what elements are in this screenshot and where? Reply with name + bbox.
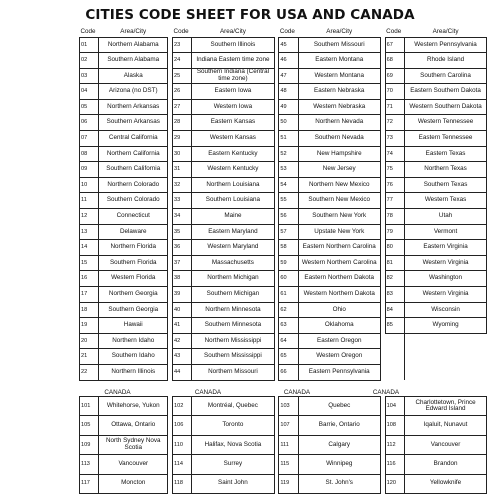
table-row	[80, 115, 492, 131]
city-name: Maine	[192, 209, 274, 225]
city-name: Massachusetts	[192, 255, 274, 271]
city-name: Northern Missouri	[192, 364, 274, 380]
city-code: 109	[80, 435, 99, 454]
city-name: New Jersey	[298, 162, 380, 178]
city-code: 29	[173, 131, 192, 147]
city-code: 05	[80, 99, 99, 115]
canada-header-3: CANADA	[283, 389, 311, 396]
city-name: Western Iowa	[192, 99, 274, 115]
city-name: Western Pennsylvania	[404, 37, 486, 53]
canada-header-1: CANADA	[104, 389, 131, 396]
city-code: 32	[173, 177, 192, 193]
city-name: Northern Arkansas	[99, 99, 168, 115]
city-code: 80	[385, 240, 404, 256]
city-code: 67	[385, 37, 404, 53]
city-name: Northern Colorado	[99, 177, 168, 193]
city-name: Southern Alabama	[99, 53, 168, 69]
city-name: Washington	[404, 271, 486, 287]
city-name: Northern Minnesota	[192, 302, 274, 318]
city-code: 120	[385, 474, 404, 493]
city-name: Southern Georgia	[99, 302, 168, 318]
table-row	[80, 271, 492, 287]
area-city-header: Area/City	[326, 28, 353, 35]
table-row	[80, 255, 492, 271]
city-code: 42	[173, 333, 192, 349]
city-code: 60	[279, 271, 298, 287]
city-name: Toronto	[192, 416, 274, 435]
city-name: Surrey	[192, 455, 274, 474]
table-row	[80, 240, 492, 256]
table-row	[80, 193, 492, 209]
city-code: 106	[173, 416, 192, 435]
table-row	[80, 287, 492, 303]
city-name: Eastern Pennsylvania	[298, 364, 380, 380]
city-code: 70	[385, 84, 404, 100]
city-name: Northern Alabama	[99, 37, 168, 53]
city-code: 65	[279, 349, 298, 365]
city-name: Western Texas	[404, 193, 486, 209]
city-name: Vermont	[404, 224, 486, 240]
city-code: 57	[279, 224, 298, 240]
city-name: Saint John	[192, 474, 274, 493]
city-code: 69	[385, 68, 404, 84]
city-code: 115	[279, 455, 298, 474]
city-code: 11	[80, 193, 99, 209]
table-row	[80, 349, 492, 365]
city-code: 71	[385, 99, 404, 115]
city-code: 82	[385, 271, 404, 287]
city-code: 17	[80, 287, 99, 303]
city-name: Western Northern Dakota	[298, 287, 380, 303]
city-code: 53	[279, 162, 298, 178]
city-code: 74	[385, 146, 404, 162]
city-code: 22	[80, 364, 99, 380]
city-name: Western Tennessee	[404, 115, 486, 131]
table-row	[80, 224, 492, 240]
city-name: Wisconsin	[404, 302, 486, 318]
city-code: 73	[385, 131, 404, 147]
city-name: Southern Texas	[404, 177, 486, 193]
city-code: 33	[173, 193, 192, 209]
city-name: Northern Louisiana	[192, 177, 274, 193]
city-code: 107	[279, 416, 298, 435]
city-code: 35	[173, 224, 192, 240]
area-city-header: Area/City	[432, 28, 459, 35]
city-name: Quebec	[298, 397, 380, 416]
table-row	[80, 209, 492, 225]
city-name: New Hampshire	[298, 146, 380, 162]
city-code: 14	[80, 240, 99, 256]
table-row	[80, 435, 492, 454]
city-code: 19	[80, 318, 99, 334]
city-code: 59	[279, 255, 298, 271]
city-code: 79	[385, 224, 404, 240]
city-name: Moncton	[99, 474, 168, 493]
city-name: Ottawa, Ontario	[99, 416, 168, 435]
city-name: Vancouver	[404, 435, 486, 454]
city-name: Southern Colorado	[99, 193, 168, 209]
city-code: 119	[279, 474, 298, 493]
city-name: Alaska	[99, 68, 168, 84]
city-name: Utah	[404, 209, 486, 225]
table-row	[80, 302, 492, 318]
city-code: 118	[173, 474, 192, 493]
city-name: Eastern Kentucky	[192, 146, 274, 162]
city-name: Charlottetown, Prince Edward Island	[404, 397, 486, 416]
code-header: Code	[386, 28, 402, 35]
usa-code-table	[79, 28, 492, 381]
city-code: 02	[80, 53, 99, 69]
city-code: 04	[80, 84, 99, 100]
city-code: 66	[279, 364, 298, 380]
city-name: Eastern Nebraska	[298, 84, 380, 100]
city-code: 37	[173, 255, 192, 271]
city-name: Delaware	[99, 224, 168, 240]
city-name: Southern New York	[298, 209, 380, 225]
city-code: 55	[279, 193, 298, 209]
city-name: Eastern Tennessee	[404, 131, 486, 147]
city-code: 52	[279, 146, 298, 162]
canada-header-2: CANADA	[194, 389, 222, 396]
city-code: 28	[173, 115, 192, 131]
city-name: Arizona (no DST)	[99, 84, 168, 100]
city-code: 110	[173, 435, 192, 454]
city-code: 49	[279, 99, 298, 115]
city-name: Connecticut	[99, 209, 168, 225]
city-code: 41	[173, 318, 192, 334]
city-name: Southern Mississippi	[192, 349, 274, 365]
city-name: Brandon	[404, 455, 486, 474]
city-code: 34	[173, 209, 192, 225]
city-code	[385, 333, 404, 349]
city-code: 61	[279, 287, 298, 303]
city-name: Southern Indiana (Central time zone)	[192, 68, 274, 84]
city-name: Barrie, Ontario	[298, 416, 380, 435]
table-row	[80, 84, 492, 100]
city-code: 25	[173, 68, 192, 84]
city-name: Northern Nevada	[298, 115, 380, 131]
city-code: 46	[279, 53, 298, 69]
city-code: 26	[173, 84, 192, 100]
city-code: 64	[279, 333, 298, 349]
table-row	[80, 68, 492, 84]
city-code	[385, 349, 404, 365]
city-code: 27	[173, 99, 192, 115]
city-name: St. John's	[298, 474, 380, 493]
city-name	[404, 364, 486, 380]
city-code: 50	[279, 115, 298, 131]
city-name: Western Northern Carolina	[298, 255, 380, 271]
city-name: Northern Illinois	[99, 364, 168, 380]
city-name: Southern Illinois	[192, 37, 274, 53]
city-code: 39	[173, 287, 192, 303]
city-code: 114	[173, 455, 192, 474]
city-code: 58	[279, 240, 298, 256]
table-row	[80, 162, 492, 178]
table-row	[80, 416, 492, 435]
city-code: 20	[80, 333, 99, 349]
canada-code-table	[79, 396, 492, 494]
city-code: 76	[385, 177, 404, 193]
city-name: Western Florida	[99, 271, 168, 287]
city-code: 78	[385, 209, 404, 225]
city-name: Northern Georgia	[99, 287, 168, 303]
city-code: 16	[80, 271, 99, 287]
city-name: Northern Idaho	[99, 333, 168, 349]
city-code: 62	[279, 302, 298, 318]
table-row	[80, 455, 492, 474]
city-name: Oklahoma	[298, 318, 380, 334]
city-name: Yellowknife	[404, 474, 486, 493]
city-name: Eastern Oregon	[298, 333, 380, 349]
city-code	[385, 364, 404, 380]
city-code: 102	[173, 397, 192, 416]
city-name: Southern Arkansas	[99, 115, 168, 131]
city-name: Southern Carolina	[404, 68, 486, 84]
city-name: Northern Florida	[99, 240, 168, 256]
city-code: 112	[385, 435, 404, 454]
table-row	[80, 146, 492, 162]
table-row	[80, 99, 492, 115]
city-code: 44	[173, 364, 192, 380]
city-code: 117	[80, 474, 99, 493]
city-code: 06	[80, 115, 99, 131]
city-code: 38	[173, 271, 192, 287]
city-name: Southern Florida	[99, 255, 168, 271]
city-name: Western Virginia	[404, 255, 486, 271]
code-header: Code	[173, 28, 189, 35]
city-name: Calgary	[298, 435, 380, 454]
city-name	[404, 333, 486, 349]
city-name: Whitehorse, Yukon	[99, 397, 168, 416]
city-code: 13	[80, 224, 99, 240]
city-code: 47	[279, 68, 298, 84]
city-code: 10	[80, 177, 99, 193]
city-name: Northern New Mexico	[298, 177, 380, 193]
city-code: 21	[80, 349, 99, 365]
city-name: Western Southern Dakota	[404, 99, 486, 115]
city-name: Western Kentucky	[192, 162, 274, 178]
city-code: 43	[173, 349, 192, 365]
city-code: 45	[279, 37, 298, 53]
table-row	[80, 474, 492, 493]
city-name: Northern California	[99, 146, 168, 162]
area-city-header: Area/City	[120, 28, 147, 35]
city-name: Eastern Iowa	[192, 84, 274, 100]
city-name: Southern Missouri	[298, 37, 380, 53]
city-name: Northern Mississippi	[192, 333, 274, 349]
city-code: 85	[385, 318, 404, 334]
city-name: Halifax, Nova Scotia	[192, 435, 274, 454]
city-name: Northern Texas	[404, 162, 486, 178]
city-name: Western Oregon	[298, 349, 380, 365]
city-code: 116	[385, 455, 404, 474]
city-code: 105	[80, 416, 99, 435]
city-code: 40	[173, 302, 192, 318]
city-code: 104	[385, 397, 404, 416]
city-code: 103	[279, 397, 298, 416]
city-name: Eastern Kansas	[192, 115, 274, 131]
city-code: 56	[279, 209, 298, 225]
city-code: 09	[80, 162, 99, 178]
page-title: CITIES CODE SHEET FOR USA AND CANADA	[85, 7, 415, 23]
city-name: Western Nebraska	[298, 99, 380, 115]
city-name: Winnipeg	[298, 455, 380, 474]
city-name: Eastern Maryland	[192, 224, 274, 240]
table-row	[80, 37, 492, 53]
city-name: Rhode Island	[404, 53, 486, 69]
city-code: 111	[279, 435, 298, 454]
city-name: Western Kansas	[192, 131, 274, 147]
city-name: Western Montana	[298, 68, 380, 84]
city-code: 01	[80, 37, 99, 53]
city-code: 08	[80, 146, 99, 162]
city-code: 72	[385, 115, 404, 131]
city-code: 30	[173, 146, 192, 162]
city-name: Southern California	[99, 162, 168, 178]
city-name: Montréal, Quebec	[192, 397, 274, 416]
area-city-header: Area/City	[219, 28, 246, 35]
city-name: Eastern Southern Dakota	[404, 84, 486, 100]
city-code: 23	[173, 37, 192, 53]
city-name: Southern Michigan	[192, 287, 274, 303]
table-row	[80, 131, 492, 147]
city-name: Southern New Mexico	[298, 193, 380, 209]
usa-header-row	[80, 28, 492, 37]
city-name: North Sydney Nova Scotia	[99, 435, 168, 454]
city-name	[404, 349, 486, 365]
city-code: 101	[80, 397, 99, 416]
city-code: 51	[279, 131, 298, 147]
city-code: 77	[385, 193, 404, 209]
city-name: Eastern Montana	[298, 53, 380, 69]
city-code: 07	[80, 131, 99, 147]
city-name: Hawaii	[99, 318, 168, 334]
city-name: Western Virginia	[404, 287, 486, 303]
city-code: 24	[173, 53, 192, 69]
table-row	[80, 397, 492, 416]
city-code: 48	[279, 84, 298, 100]
city-name: Northern Michigan	[192, 271, 274, 287]
city-name: Eastern Virginia	[404, 240, 486, 256]
city-code: 63	[279, 318, 298, 334]
city-name: Western Maryland	[192, 240, 274, 256]
canada-header-4: CANADA	[372, 389, 400, 396]
city-name: Eastern Northern Dakota	[298, 271, 380, 287]
city-code: 83	[385, 287, 404, 303]
city-code: 113	[80, 455, 99, 474]
table-row	[80, 177, 492, 193]
city-name: Southern Idaho	[99, 349, 168, 365]
city-name: Eastern Northern Carolina	[298, 240, 380, 256]
city-name: Upstate New York	[298, 224, 380, 240]
city-code: 18	[80, 302, 99, 318]
city-code: 75	[385, 162, 404, 178]
city-name: Southern Nevada	[298, 131, 380, 147]
city-name: Iqaluit, Nunavut	[404, 416, 486, 435]
city-code: 12	[80, 209, 99, 225]
city-code: 15	[80, 255, 99, 271]
city-name: Wyoming	[404, 318, 486, 334]
city-name: Central California	[99, 131, 168, 147]
city-code: 54	[279, 177, 298, 193]
city-name: Ohio	[298, 302, 380, 318]
code-header: Code	[279, 28, 295, 35]
table-row	[80, 53, 492, 69]
city-code: 03	[80, 68, 99, 84]
city-name: Southern Minnesota	[192, 318, 274, 334]
city-code: 31	[173, 162, 192, 178]
table-row	[80, 318, 492, 334]
city-name: Vancouver	[99, 455, 168, 474]
city-code: 36	[173, 240, 192, 256]
city-code: 81	[385, 255, 404, 271]
city-name: Indiana Eastern time zone	[192, 53, 274, 69]
code-header: Code	[80, 28, 96, 35]
city-code: 108	[385, 416, 404, 435]
table-row	[80, 364, 492, 380]
table-row	[80, 333, 492, 349]
city-name: Eastern Texas	[404, 146, 486, 162]
city-name: Southern Louisiana	[192, 193, 274, 209]
city-code: 84	[385, 302, 404, 318]
city-code: 68	[385, 53, 404, 69]
